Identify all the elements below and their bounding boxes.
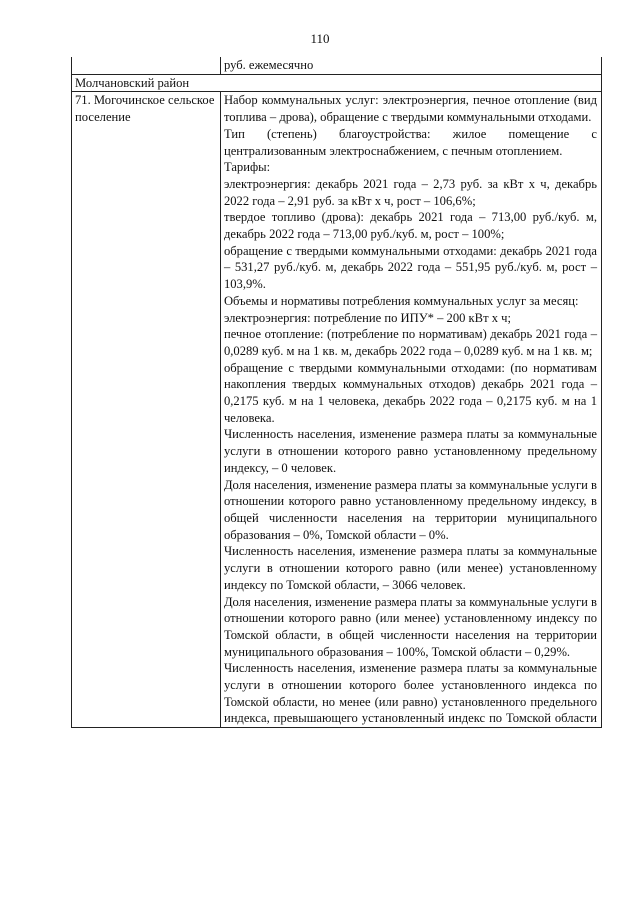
tariff-table: [71, 57, 602, 728]
paragraph-volumes-heading: Объемы и нормативы потребления коммунальных услуг за месяц:: [223, 293, 579, 308]
settlement-details: [220, 92, 601, 728]
table-row: [72, 57, 602, 74]
region-row: [72, 74, 602, 92]
paragraph-improvement-type: Тип (степень) благоустройства: жилое помещение с централизованным электроснабжением, с печным отоплением.: [223, 126, 597, 158]
paragraph-tariff-firewood: твердое топливо (дрова): декабрь 2021 года – 713,00 руб./куб. м, декабрь 2022 года – 713,00 руб./куб. м, рост – 100%;: [223, 210, 597, 242]
settlement-name: 71. Могочинское сельское поселение: [72, 92, 221, 728]
paragraph-population-regional: Численность населения, изменение размера платы за коммунальные услуги в отношении которого равно (или менее) установленному индексу по Томской области, – 3066 человек.: [223, 544, 597, 592]
paragraph-share-regional: Доля населения, изменение размера платы за коммунальные услуги в отношении которого равно (или менее) установленному индексу по Томской области, в общей численности населения на территории муниципального образования – 100%, Томской области – 0,29%.: [223, 594, 597, 659]
page-number: 110: [310, 31, 330, 46]
paragraph-tariffs-heading: Тарифы:: [223, 160, 271, 175]
paragraph-volume-heating: печное отопление: (потребление по нормативам) декабрь 2021 года – 0,0289 куб. м на 1 кв. м, декабрь 2022 года – 0,0289 куб. м на 1 кв. м;: [223, 327, 597, 358]
table-cell-unit: руб. ежемесячно: [220, 57, 601, 74]
paragraph-tariff-electricity: электроэнергия: декабрь 2021 года – 2,73 руб. за кВт х ч, декабрь 2022 года – 2,91 руб. за кВт х ч, рост – 106,6%;: [223, 176, 597, 208]
table-row: [72, 92, 602, 728]
paragraph-population-above-regional: Численность населения, изменение размера платы за коммунальные услуги в отношении которого более установленного индекса по Томской области, но менее (или равно) установленного предельного индекса, превышающего установленный индекс по Томской области: [223, 661, 597, 726]
table-cell-empty: [72, 57, 221, 74]
paragraph-volume-electricity: электроэнергия: потребление по ИПУ* – 200 кВт х ч;: [223, 310, 512, 325]
paragraph-population-limit: Численность населения, изменение размера платы за коммунальные услуги в отношении которого равно установленному предельному индексу, – 0 человек.: [223, 427, 597, 475]
paragraph-share-limit: Доля населения, изменение размера платы за коммунальные услуги в отношении которого равно установленному предельному индексу, в общей численности населения на территории муниципального образования – 0%, Томской области – 0%.: [223, 477, 597, 542]
region-name: Молчановский район: [72, 74, 602, 92]
paragraph-volume-waste: обращение с твердыми коммунальными отходами: (по нормативам накопления твердых коммунальных отходов) декабрь 2021 года – 0,2175 куб. м на 1 человека, декабрь 2022 года – 0,2175 куб. м на 1 человека.: [223, 360, 597, 425]
paragraph-services: Набор коммунальных услуг: электроэнергия, печное отопление (вид топлива – дрова), обращение с твердыми коммунальными отходами.: [223, 93, 597, 125]
paragraph-tariff-waste: обращение с твердыми коммунальными отходами: декабрь 2021 года – 531,27 руб./куб. м, декабрь 2022 года – 551,95 руб./куб. м, рост – 103,9%.: [223, 243, 597, 292]
